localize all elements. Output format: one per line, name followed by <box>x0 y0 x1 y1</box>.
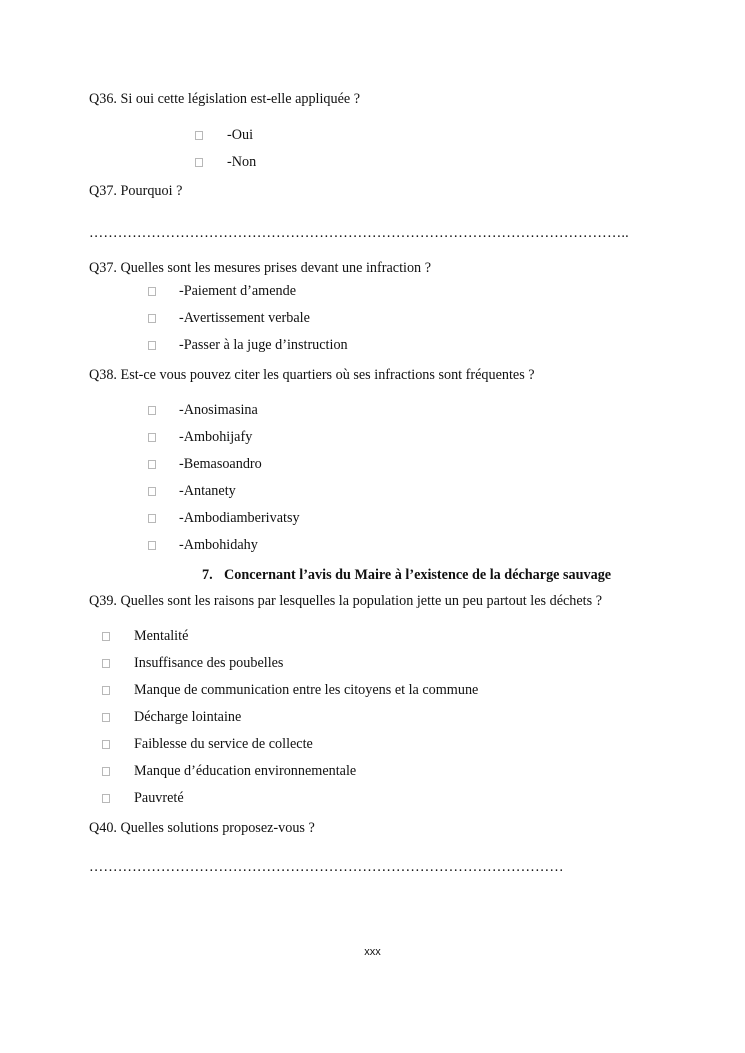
q37-option-avertissement[interactable] <box>148 310 310 326</box>
checkbox-icon[interactable] <box>148 406 156 415</box>
checkbox-icon[interactable] <box>195 131 203 140</box>
section-7-heading <box>202 567 611 584</box>
checkbox-icon[interactable] <box>148 514 156 523</box>
q37-pourquoi-question: Q37. Pourquoi ? <box>89 183 183 199</box>
checkbox-icon[interactable] <box>148 341 156 350</box>
option-label: Manque de communication entre les citoyens et la commune <box>134 682 479 698</box>
page-footer-label: xxx <box>364 946 381 958</box>
q39-option-mentalite[interactable] <box>102 628 189 644</box>
option-label: Faiblesse du service de collecte <box>134 736 313 752</box>
option-label: Pauvreté <box>134 790 184 806</box>
q39-option-pauvrete[interactable] <box>102 790 184 806</box>
q39-option-decharge[interactable] <box>102 709 242 725</box>
option-label: -Passer à la juge d’instruction <box>179 337 348 353</box>
section-title: Concernant l’avis du Maire à l’existence de la décharge sauvage <box>224 567 612 583</box>
option-label: -Oui <box>227 127 254 143</box>
q36-question: Q36. Si oui cette législation est-elle appliquée ? <box>89 91 361 107</box>
checkbox-icon[interactable] <box>102 794 110 803</box>
option-label: -Ambodiamberivatsy <box>179 510 300 526</box>
checkbox-icon[interactable] <box>148 287 156 296</box>
option-label: Décharge lointaine <box>134 709 242 725</box>
checkbox-icon[interactable] <box>102 713 110 722</box>
checkbox-icon[interactable] <box>102 767 110 776</box>
checkbox-icon[interactable] <box>102 740 110 749</box>
checkbox-icon[interactable] <box>195 158 203 167</box>
q38-option-bemasoandro[interactable] <box>148 456 262 472</box>
checkbox-icon[interactable] <box>148 314 156 323</box>
checkbox-icon[interactable] <box>148 541 156 550</box>
q38-option-ambohidahy[interactable] <box>148 537 258 553</box>
option-label: -Non <box>227 154 257 170</box>
section-number: 7. <box>202 567 213 583</box>
checkbox-icon[interactable] <box>102 686 110 695</box>
q39-question: Q39. Quelles sont les raisons par lesquelles la population jette un peu partout les déchets ? <box>89 593 602 609</box>
q38-question: Q38. Est-ce vous pouvez citer les quartiers où ses infractions sont fréquentes ? <box>89 367 535 383</box>
q37-option-juge[interactable] <box>148 337 348 353</box>
checkbox-icon[interactable] <box>102 659 110 668</box>
q39-option-collecte[interactable] <box>102 736 313 752</box>
q39-option-education[interactable] <box>102 763 357 779</box>
q37-mesures-question: Q37. Quelles sont les mesures prises devant une infraction ? <box>89 260 431 276</box>
option-label: -Avertissement verbale <box>179 310 310 326</box>
q40-question: Q40. Quelles solutions proposez-vous ? <box>89 820 315 836</box>
q39-option-poubelles[interactable] <box>102 655 284 671</box>
option-label: -Ambohijafy <box>179 429 253 445</box>
option-label: -Anosimasina <box>179 402 258 418</box>
option-label: -Ambohidahy <box>179 537 258 553</box>
option-label: Insuffisance des poubelles <box>134 655 284 671</box>
q36-option-oui[interactable] <box>195 127 254 143</box>
q37-answer-line[interactable]: ………………………………………………………………………………………………….. <box>89 225 629 241</box>
checkbox-icon[interactable] <box>148 460 156 469</box>
checkbox-icon[interactable] <box>148 487 156 496</box>
q38-option-ambodiamberivatsy[interactable] <box>148 510 300 526</box>
checkbox-icon[interactable] <box>102 632 110 641</box>
option-label: Mentalité <box>134 628 189 644</box>
q38-option-anosimasina[interactable] <box>148 402 258 418</box>
checkbox-icon[interactable] <box>148 433 156 442</box>
option-label: -Paiement d’amende <box>179 283 296 299</box>
q40-answer-line[interactable]: ……………………………………………………………………………………… <box>89 859 564 875</box>
q38-option-antanety[interactable] <box>148 483 236 499</box>
option-label: -Antanety <box>179 483 236 499</box>
q36-option-non[interactable] <box>195 154 257 170</box>
q39-option-communication[interactable] <box>102 682 479 698</box>
q38-option-ambohijafy[interactable] <box>148 429 253 445</box>
option-label: -Bemasoandro <box>179 456 262 472</box>
q37-option-amende[interactable] <box>148 283 296 299</box>
option-label: Manque d’éducation environnementale <box>134 763 357 779</box>
